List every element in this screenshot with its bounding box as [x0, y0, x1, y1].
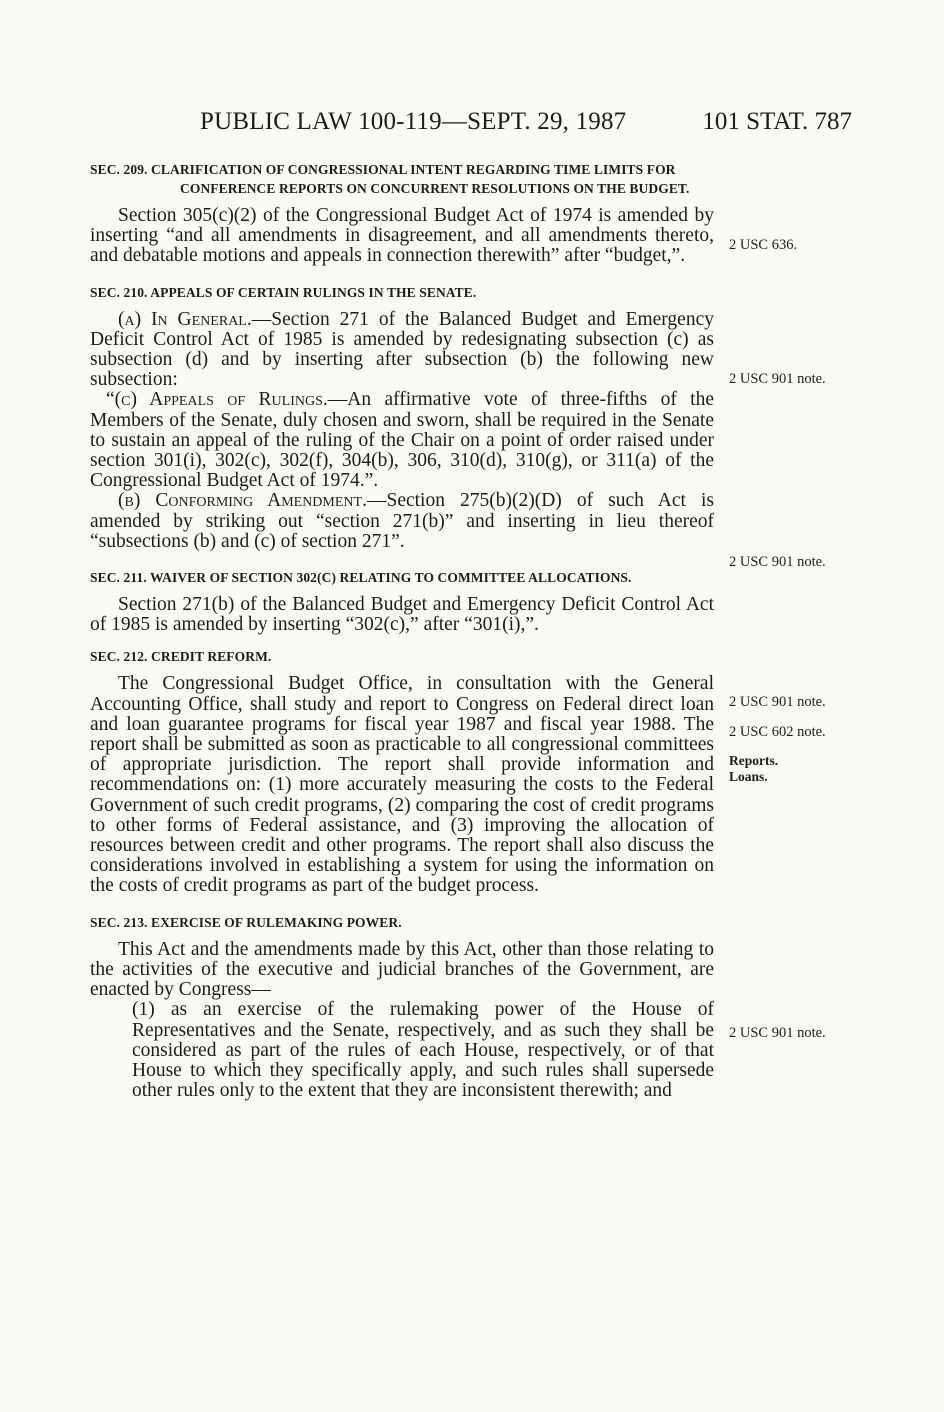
- section-210-c-label: “(c) Appeals of Rulings.: [106, 389, 328, 411]
- margin-note-sec212: 2 USC 602 note.: [729, 724, 826, 740]
- statute-page-number: 101 STAT. 787: [702, 108, 852, 135]
- header-title: PUBLIC LAW 100-119—SEPT. 29, 1987: [200, 108, 627, 135]
- section-209-heading: SEC. 209. CLARIFICATION OF CONGRESSIONAL INTENT REGARDING TIME LIMITS FOR CONFERENCE REPORTS ON CONCURRENT RESOLUTIONS ON THE BUDGET.: [90, 162, 690, 196]
- margin-note-sec211: 2 USC 901 note.: [729, 694, 826, 710]
- running-header: [90, 108, 852, 142]
- document-body: [90, 160, 714, 1101]
- section-210-a: [90, 310, 714, 391]
- section-210-a-label: (a) In General.: [118, 308, 252, 330]
- section-210-b: [90, 491, 714, 552]
- section-210-b-label: (b) Conforming Amendment.: [118, 490, 367, 512]
- margin-note-sec213: 2 USC 901 note.: [729, 1025, 826, 1041]
- margin-note-sec209: 2 USC 636.: [729, 237, 798, 253]
- section-213-text: This Act and the amendments made by this Act, other than those relating to the activities of the executive and judicial branches of the Government, are enacted by Congress—: [90, 938, 714, 1001]
- section-211-text: Section 271(b) of the Balanced Budget and Emergency Deficit Control Act of 1985 is amended by inserting “302(c),” after “301(i),”.: [90, 594, 714, 636]
- section-210-c-text: —An affirmative vote of three-fifths of the Members of the Senate, duly chosen and sworn, shall be required in the Senate to sustain an appeal of the ruling of the Chair on a point of order raised under section 301(i), 302(c), 302(f), 304(b), 306, 310(d), 310(g), or 311(a) of the Congressional Budget Act of 1974.”.: [90, 389, 715, 492]
- section-212-heading: SEC. 212. CREDIT REFORM.: [90, 649, 272, 665]
- section-211-heading: SEC. 211. WAIVER OF SECTION 302(C) RELATING TO COMMITTEE ALLOCATIONS.: [90, 570, 632, 586]
- section-210-b-text: —Section 275(b)(2)(D) of such Act is amended by striking out “section 271(b)” and inserting in lieu thereof “subsections (b) and (c) of section 271”.: [90, 490, 715, 552]
- section-212-text: The Congressional Budget Office, in consultation with the General Accounting Office, shall study and report to Congress on Federal direct loan and loan guarantee programs for fiscal year 1987 and fiscal year 1988. The report shall be submitted as soon as practicable to all congressional committees of appropriate jurisdiction. The report shall provide information and recommendations on: (1) more accurately measuring the costs to the Federal Government of such credit programs, (2) comparing the cost of credit programs to other forms of Federal assistance, and (3) improving the allocation of resources between credit and other programs. The report shall also discuss the considerations involved in establishing a system for using the information on the costs of credit programs as part of the budget process.: [90, 673, 714, 897]
- section-210-a-text: —Section 271 of the Balanced Budget and Emergency Deficit Control Act of 1985 is amended by redesignating subsection (c) as subsection (d) and by inserting after subsection (b) the following new subsection:: [90, 308, 714, 391]
- margin-note-loans: Loans.: [729, 769, 768, 784]
- margin-note-sec210b: 2 USC 901 note.: [729, 554, 826, 570]
- section-209-text: Section 305(c)(2) of the Congressional Budget Act of 1974 is amended by inserting “and all amendments in disagreement, and all amendments thereto, and debatable motions and appeals in connection therewith” after “budget,”.: [90, 205, 714, 267]
- margin-note-reports: Reports.: [729, 753, 779, 768]
- section-213-heading: SEC. 213. EXERCISE OF RULEMAKING POWER.: [90, 914, 402, 930]
- section-210-c-quote: [90, 390, 714, 491]
- margin-note-sec210a: 2 USC 901 note.: [729, 371, 826, 387]
- section-210-heading: SEC. 210. APPEALS OF CERTAIN RULINGS IN THE SENATE.: [90, 284, 477, 300]
- section-213-item-1: (1) as an exercise of the rulemaking power of the House of Representatives and the Senate, respectively, and as such they shall be considered as part of the rules of each House, respectively, or of that House to which they specifically apply, and such rules shall supersede other rules only to the extent that they are inconsistent therewith; and: [132, 999, 714, 1102]
